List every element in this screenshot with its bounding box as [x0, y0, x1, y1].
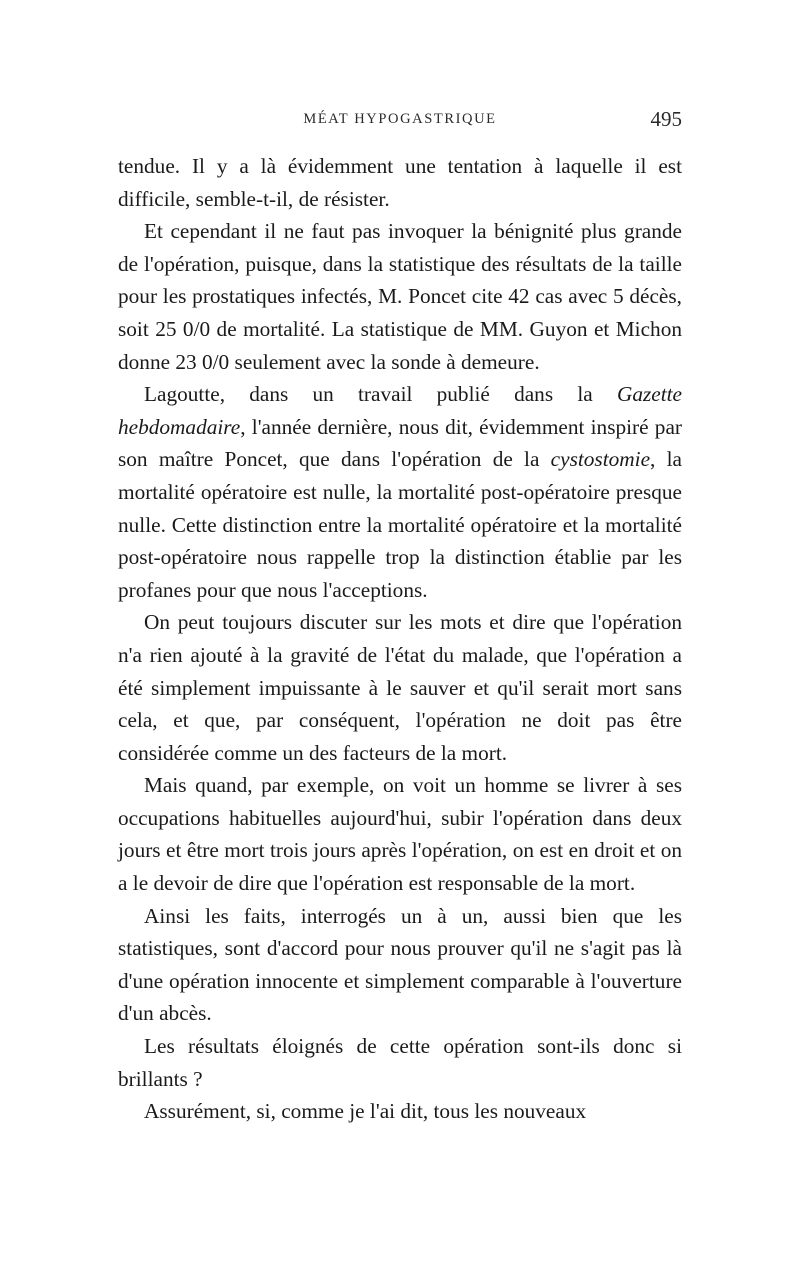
text-run: Mais quand, par exemple, on voit un homme se livrer à ses occupations habituelles aujourd'hui, subir l'opération dans deux jours et être mort trois jours après l'opération, on est en droit et on a le devoir de dire que l'opération est responsable de la mort. [118, 773, 682, 896]
paragraph [118, 1030, 682, 1095]
paragraph [118, 215, 682, 378]
running-head: MÉAT HYPOGASTRIQUE [303, 111, 497, 127]
text-run: Assurément, si, comme je l'ai dit, tous les nouveaux [144, 1099, 587, 1124]
paragraph [118, 378, 682, 606]
text-run: Ainsi les faits, interrogés un à un, aussi bien que les statistiques, sont d'accord pour nous prouver qu'il ne s'agit pas là d'une opération innocente et simplement comparable à l'ouverture d'un abcès. [118, 903, 682, 1026]
text-run: Les résultats éloignés de cette opération sont-ils donc si brillants ? [118, 1034, 682, 1091]
text-run: On peut toujours discuter sur les mots et dire que l'opération n'a rien ajouté à la gravité de l'état du malade, que l'opération a été simplement impuissante à le sauver et qu'il serait mort sans cela, et que, par conséquent, l'opération ne doit pas être considérée comme un des facteurs de la mort. [118, 610, 682, 765]
italic-title: Gazette hebdomadaire [118, 382, 682, 439]
text-run: , la mortalité opératoire est nulle, la mortalité post-opératoire presque nulle. Cette distinction entre la mortalité opératoire et la mortalité post-opératoire nous rappelle trop la distinction établie par les profanes pour que nous l'acceptions. [118, 447, 682, 602]
page-number: 495 [650, 107, 682, 131]
italic-term: cystostomie [550, 447, 651, 472]
paragraph [118, 769, 682, 899]
text-run: , l'année dernière, nous dit, évidemment inspiré par son maître Poncet, que dans l'opération de la [118, 414, 682, 472]
text-run: Et cependant il ne faut pas invoquer la bénignité plus grande de l'opération, puisque, dans la statistique des résultats de la taille pour les prostatiques infectés, M. Poncet cite 42 cas avec 5 décès, soit 25 0/0 de mortalité. La statistique de MM. Guyon et Michon donne 23 0/0 seulement avec la sonde à demeure. [118, 219, 682, 374]
text-run: Lagoutte, dans un travail publié dans la [144, 382, 617, 407]
page-header [118, 107, 682, 137]
paragraph [118, 150, 682, 215]
paragraph [118, 1095, 682, 1128]
body-text [118, 150, 682, 1128]
text-run: tendue. Il y a là évidemment une tentation à laquelle il est difficile, semble-t-il, de résister. [118, 154, 682, 211]
paragraph [118, 606, 682, 769]
paragraph [118, 900, 682, 1030]
